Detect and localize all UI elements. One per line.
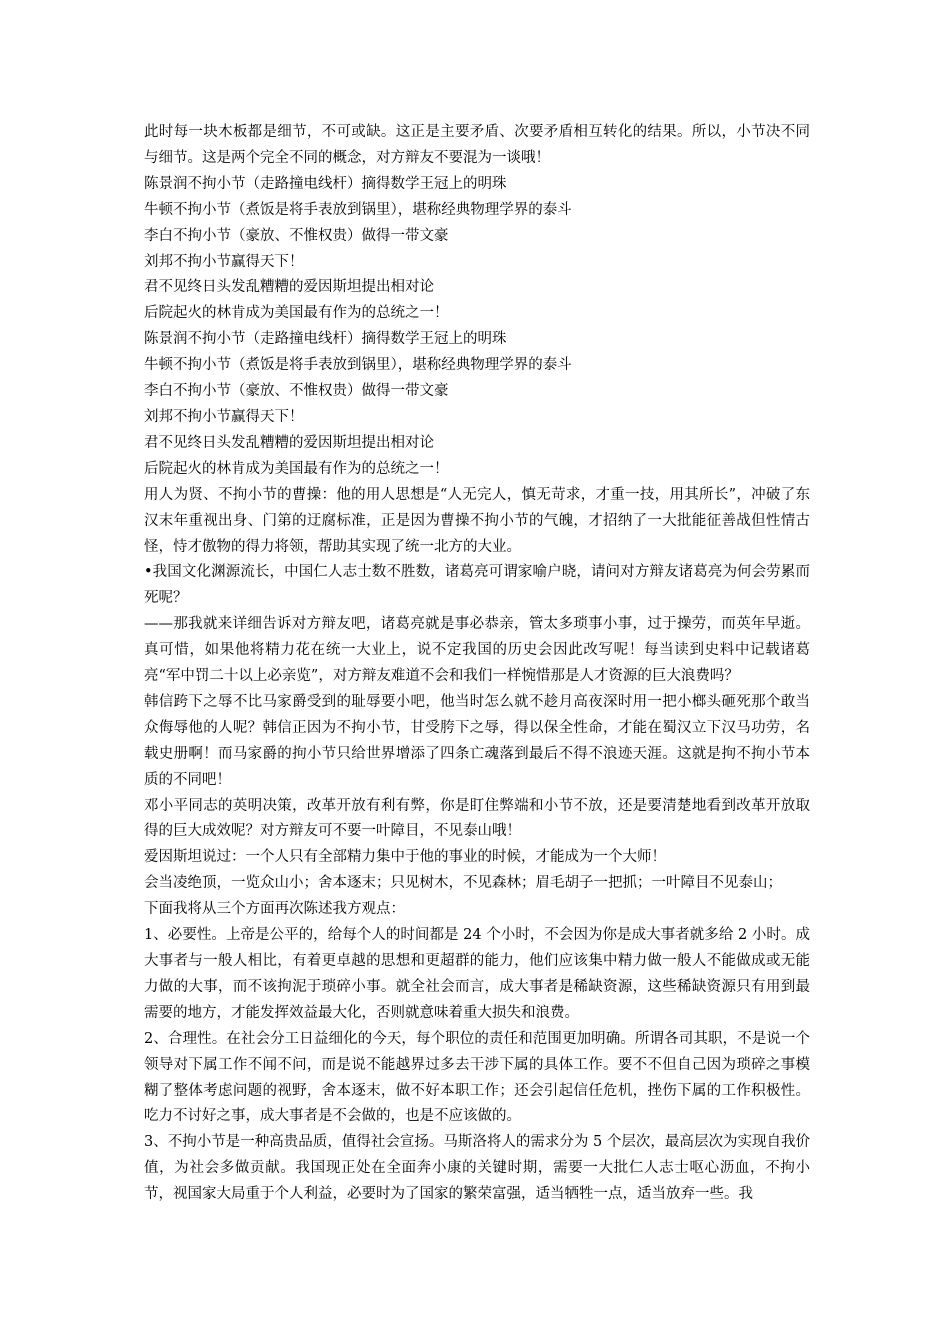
list-item: 后院起火的林肯成为美国最有作为的总统之一！ xyxy=(144,460,449,477)
list-item: 牛顿不拘小节（煮饭是将手表放到锅里），堪称经典物理学界的泰斗 xyxy=(144,357,572,374)
paragraph-idioms: 会当凌绝顶，一览众山小；舍本逐末；只见树木，不见森林；眉毛胡子一把抓；一叶障目不见泰山； xyxy=(144,875,782,892)
paragraph-han-xin: 韩信跨下之辱不比马家爵受到的耻辱要小吧，他当时怎么就不趁月高夜深时用一把小榔头砸死那个敢当众侮辱他的人呢？韩信正因为不拘小节，甘受胯下之辱，得以保全性命，才能在蜀汉立下汉马功劳，名载史册啊！而马家爵的拘小节只给世界增添了四条亡魂落到最后不得不浪迹天涯。这就是拘不拘小节本质的不同吧！ xyxy=(144,693,810,788)
list-item: 刘邦不拘小节赢得天下！ xyxy=(144,253,304,270)
list-item: 陈景润不拘小节（走路撞电线杆）摘得数学王冠上的明珠 xyxy=(144,331,507,348)
list-item: 君不见终日头发乱糟糟的爱因斯坦提出相对论 xyxy=(144,279,434,296)
paragraph-point-2: 2、合理性。在社会分工日益细化的今天，每个职位的责任和范围更加明确。所谓各司其职，不是说一个领导对下属工作不闻不问，而是说不能越界过多去干涉下属的具体工作。要不不但自己因为琐碎之事模糊了整体考虑问题的视野，舍本逐末，做不好本职工作；还会引起信任危机，挫伤下属的工作积极性。吃力不讨好之事，成大事者是不会做的，也是不应该做的。 xyxy=(144,1030,810,1125)
list-item: 李白不拘小节（豪放、不惟权贵）做得一带文豪 xyxy=(144,227,449,244)
paragraph-cao-cao: 用人为贤、不拘小节的曹操：他的用人思想是“人无完人，慎无苛求，才重一技，用其所长”，冲破了东汉末年重视出身、门第的迂腐标准，正是因为曹操不拘小节的气魄，才招纳了一大批能征善战但性情古怪，恃才傲物的得力将领，帮助其实现了统一北方的大业。 xyxy=(144,486,810,555)
list-item: 陈景润不拘小节（走路撞电线杆）摘得数学王冠上的明珠 xyxy=(144,175,507,192)
paragraph-point-1: 1、必要性。上帝是公平的，给每个人的时间都是 24 个小时，不会因为你是成大事者就多给 2 小时。成大事者与一般人相比，有着更卓越的思想和更超群的能力，他们应该集中精力做一般人不能做成或无能力做的大事，而不该拘泥于琐碎小事。就全社会而言，成大事者是稀缺资源，这些稀缺资源只有用到最需要的地方，才能发挥效益最大化，否则就意味着重大损失和浪费。 xyxy=(144,927,810,1021)
list-item: 刘邦不拘小节赢得天下！ xyxy=(144,408,304,425)
list-item: 君不见终日头发乱糟糟的爱因斯坦提出相对论 xyxy=(144,434,434,451)
paragraph-answer: ——那我就来详细告诉对方辩友吧，诸葛亮就是事必恭亲，管太多琐事小事，过于操劳，而英年早逝。真可惜，如果他将精力花在统一大业上，说不定我国的历史会因此改写呢！每当读到史料中记载诸葛亮“军中罚二十以上必亲览”，对方辩友难道不会和我们一样惋惜那是人才资源的巨大浪费吗？ xyxy=(144,616,810,685)
paragraph-question: •我国文化渊源流长，中国仁人志士数不胜数，诸葛亮可谓家喻户晓，请问对方辩友诸葛亮为何会劳累而死呢？ xyxy=(144,564,810,607)
list-item: 后院起火的林肯成为美国最有作为的总统之一！ xyxy=(144,305,449,322)
paragraph-summary-intro: 下面我将从三个方面再次陈述我方观点： xyxy=(144,901,405,918)
list-item: 李白不拘小节（豪放、不惟权贵）做得一带文豪 xyxy=(144,383,449,400)
paragraph-point-3: 3、不拘小节是一种高贵品质，值得社会宣扬。马斯洛将人的需求分为 5 个层次，最高层次为实现自我价值，为社会多做贡献。我国现正处在全面奔小康的关键时期，需要一大批仁人志士呕心沥血，不拘小节，视国家大局重于个人利益，必要时为了国家的繁荣富强，适当牺牲一点，适当放弃一些。我 xyxy=(144,1134,810,1203)
list-item: 牛顿不拘小节（煮饭是将手表放到锅里），堪称经典物理学界的泰斗 xyxy=(144,201,572,218)
paragraph-intro: 此时每一块木板都是细节，不可或缺。这正是主要矛盾、次要矛盾相互转化的结果。所以，小节决不同与细节。这是两个完全不同的概念，对方辩友不要混为一谈哦！ xyxy=(144,124,810,166)
paragraph-einstein-quote: 爱因斯坦说过：一个人只有全部精力集中于他的事业的时候，才能成为一个大师！ xyxy=(144,849,666,866)
document-body xyxy=(144,120,810,1208)
paragraph-deng: 邓小平同志的英明决策，改革开放有利有弊，你是盯住弊端和小节不放，还是要清楚地看到改革开放取得的巨大成效呢？对方辩友可不要一叶障目，不见泰山哦！ xyxy=(144,797,810,840)
